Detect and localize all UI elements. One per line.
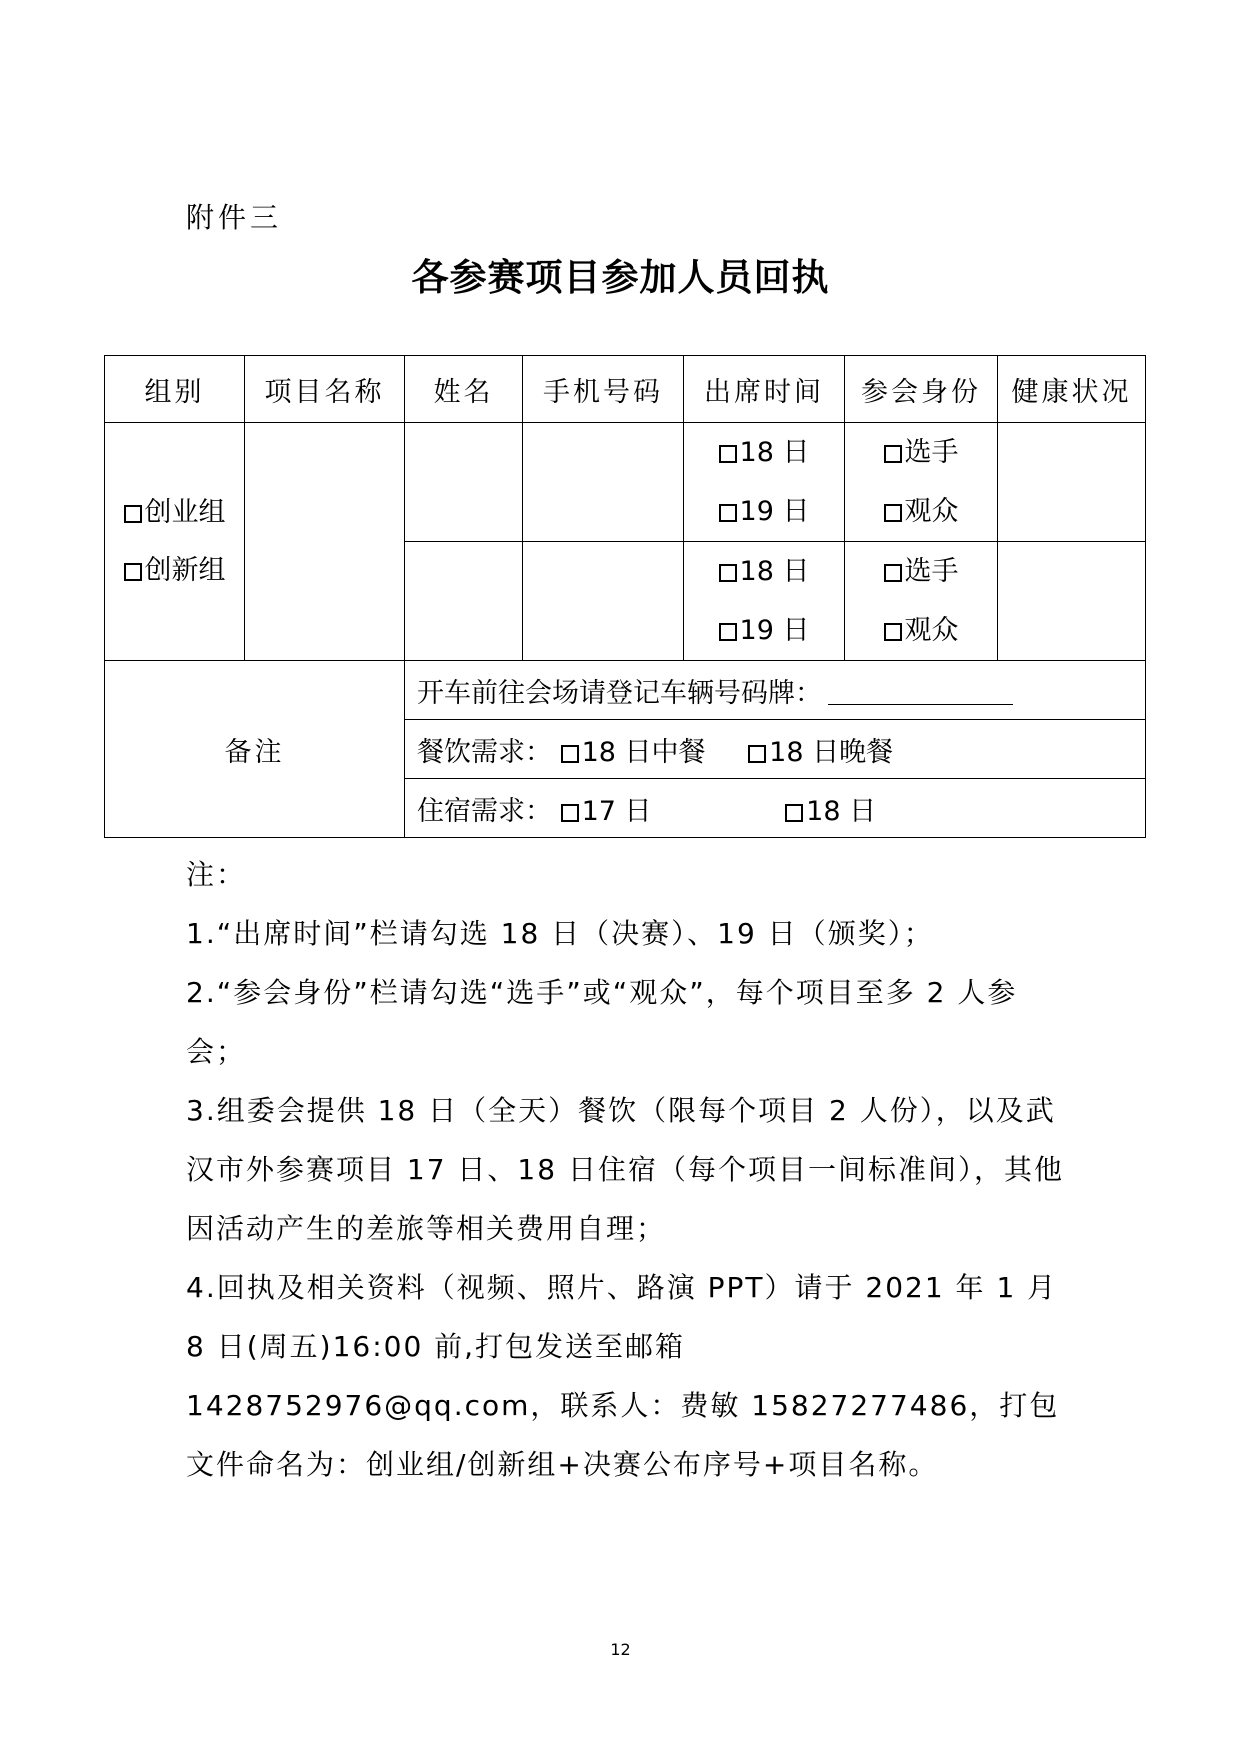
table-row xyxy=(105,423,1146,542)
checkbox-icon[interactable] xyxy=(719,504,737,522)
notes-heading: 注： xyxy=(186,858,247,891)
registration-form-table xyxy=(104,355,1146,838)
identity-option-audience[interactable]: 观众 xyxy=(845,601,997,660)
remarks-row xyxy=(105,661,1146,720)
meal-option-lunch[interactable]: 18 日中餐 xyxy=(561,737,706,768)
note-item: 3.组委会提供 18 日（全天）餐饮（限每个项目 2 人份），以及武汉市外参赛项目 17 日、18 日住宿（每个项目一间标准间），其他因活动产生的差旅等相关费用自理； xyxy=(186,1094,1064,1245)
date-option-19[interactable]: 19 日 xyxy=(684,601,844,660)
checkbox-icon[interactable] xyxy=(884,623,902,641)
note-item: 2.“参会身份”栏请勾选“选手”或“观众”，每个项目至多 2 人参会； xyxy=(186,976,1018,1068)
checkbox-icon[interactable] xyxy=(884,504,902,522)
checkbox-icon[interactable] xyxy=(561,804,579,822)
attendance-cell xyxy=(684,542,845,661)
lodging-label: 住宿需求： xyxy=(417,795,552,827)
vehicle-label: 开车前往会场请登记车辆号码牌： xyxy=(417,677,822,709)
identity-cell xyxy=(845,423,998,542)
name-cell[interactable] xyxy=(405,542,523,661)
header-name: 姓名 xyxy=(405,356,523,423)
lodging-option-17[interactable]: 17 日 xyxy=(561,796,652,827)
group-option-innovation[interactable]: 创新组 xyxy=(105,542,244,600)
group-option-startup[interactable]: 创业组 xyxy=(105,484,244,542)
identity-option-audience[interactable]: 观众 xyxy=(845,482,997,541)
checkbox-icon[interactable] xyxy=(719,623,737,641)
header-phone: 手机号码 xyxy=(523,356,684,423)
phone-cell[interactable] xyxy=(523,423,684,542)
checkbox-icon[interactable] xyxy=(719,445,737,463)
header-group: 组别 xyxy=(105,356,245,423)
group-cell xyxy=(105,423,245,661)
lodging-option-18[interactable]: 18 日 xyxy=(785,796,876,827)
health-cell[interactable] xyxy=(998,542,1146,661)
identity-option-player[interactable]: 选手 xyxy=(845,423,997,482)
checkbox-icon[interactable] xyxy=(719,564,737,582)
annex-label: 附件三 xyxy=(186,201,283,234)
checkbox-icon[interactable] xyxy=(884,445,902,463)
header-identity: 参会身份 xyxy=(845,356,998,423)
meal-label: 餐饮需求： xyxy=(417,736,552,768)
vehicle-plate-field[interactable] xyxy=(828,684,1013,705)
note-item: 4.回执及相关资料（视频、照片、路演 PPT）请于 2021 年 1 月 8 日(周五)16:00 前,打包发送至邮箱 1428752976@qq.com，联系人：费敏 15827277486，打包文件命名为：创业组/创新组+决赛公布序号+项目名称。 xyxy=(186,1271,1060,1481)
checkbox-icon[interactable] xyxy=(884,564,902,582)
name-cell[interactable] xyxy=(405,423,523,542)
table-header-row xyxy=(105,356,1146,423)
meal-option-dinner[interactable]: 18 日晚餐 xyxy=(748,737,893,768)
date-option-18[interactable]: 18 日 xyxy=(684,423,844,482)
header-health: 健康状况 xyxy=(998,356,1146,423)
checkbox-icon[interactable] xyxy=(785,804,803,822)
header-project-name: 项目名称 xyxy=(245,356,405,423)
identity-option-player[interactable]: 选手 xyxy=(845,542,997,601)
document-title: 各参赛项目参加人员回执 xyxy=(411,256,830,299)
checkbox-icon[interactable] xyxy=(748,745,766,763)
project-name-cell[interactable] xyxy=(245,423,405,661)
vehicle-row xyxy=(405,661,1146,720)
attendance-cell xyxy=(684,423,845,542)
checkbox-icon[interactable] xyxy=(561,745,579,763)
date-option-18[interactable]: 18 日 xyxy=(684,542,844,601)
health-cell[interactable] xyxy=(998,423,1146,542)
checkbox-icon[interactable] xyxy=(124,505,142,523)
note-item: 1.“出席时间”栏请勾选 18 日（决赛）、19 日（颁奖）； xyxy=(186,917,934,950)
date-option-19[interactable]: 19 日 xyxy=(684,482,844,541)
header-attendance-time: 出席时间 xyxy=(684,356,845,423)
phone-cell[interactable] xyxy=(523,542,684,661)
identity-cell xyxy=(845,542,998,661)
remarks-label: 备注 xyxy=(105,661,405,838)
page-number: 12 xyxy=(610,1640,631,1659)
notes-section xyxy=(186,845,1066,1494)
checkbox-icon[interactable] xyxy=(124,563,142,581)
